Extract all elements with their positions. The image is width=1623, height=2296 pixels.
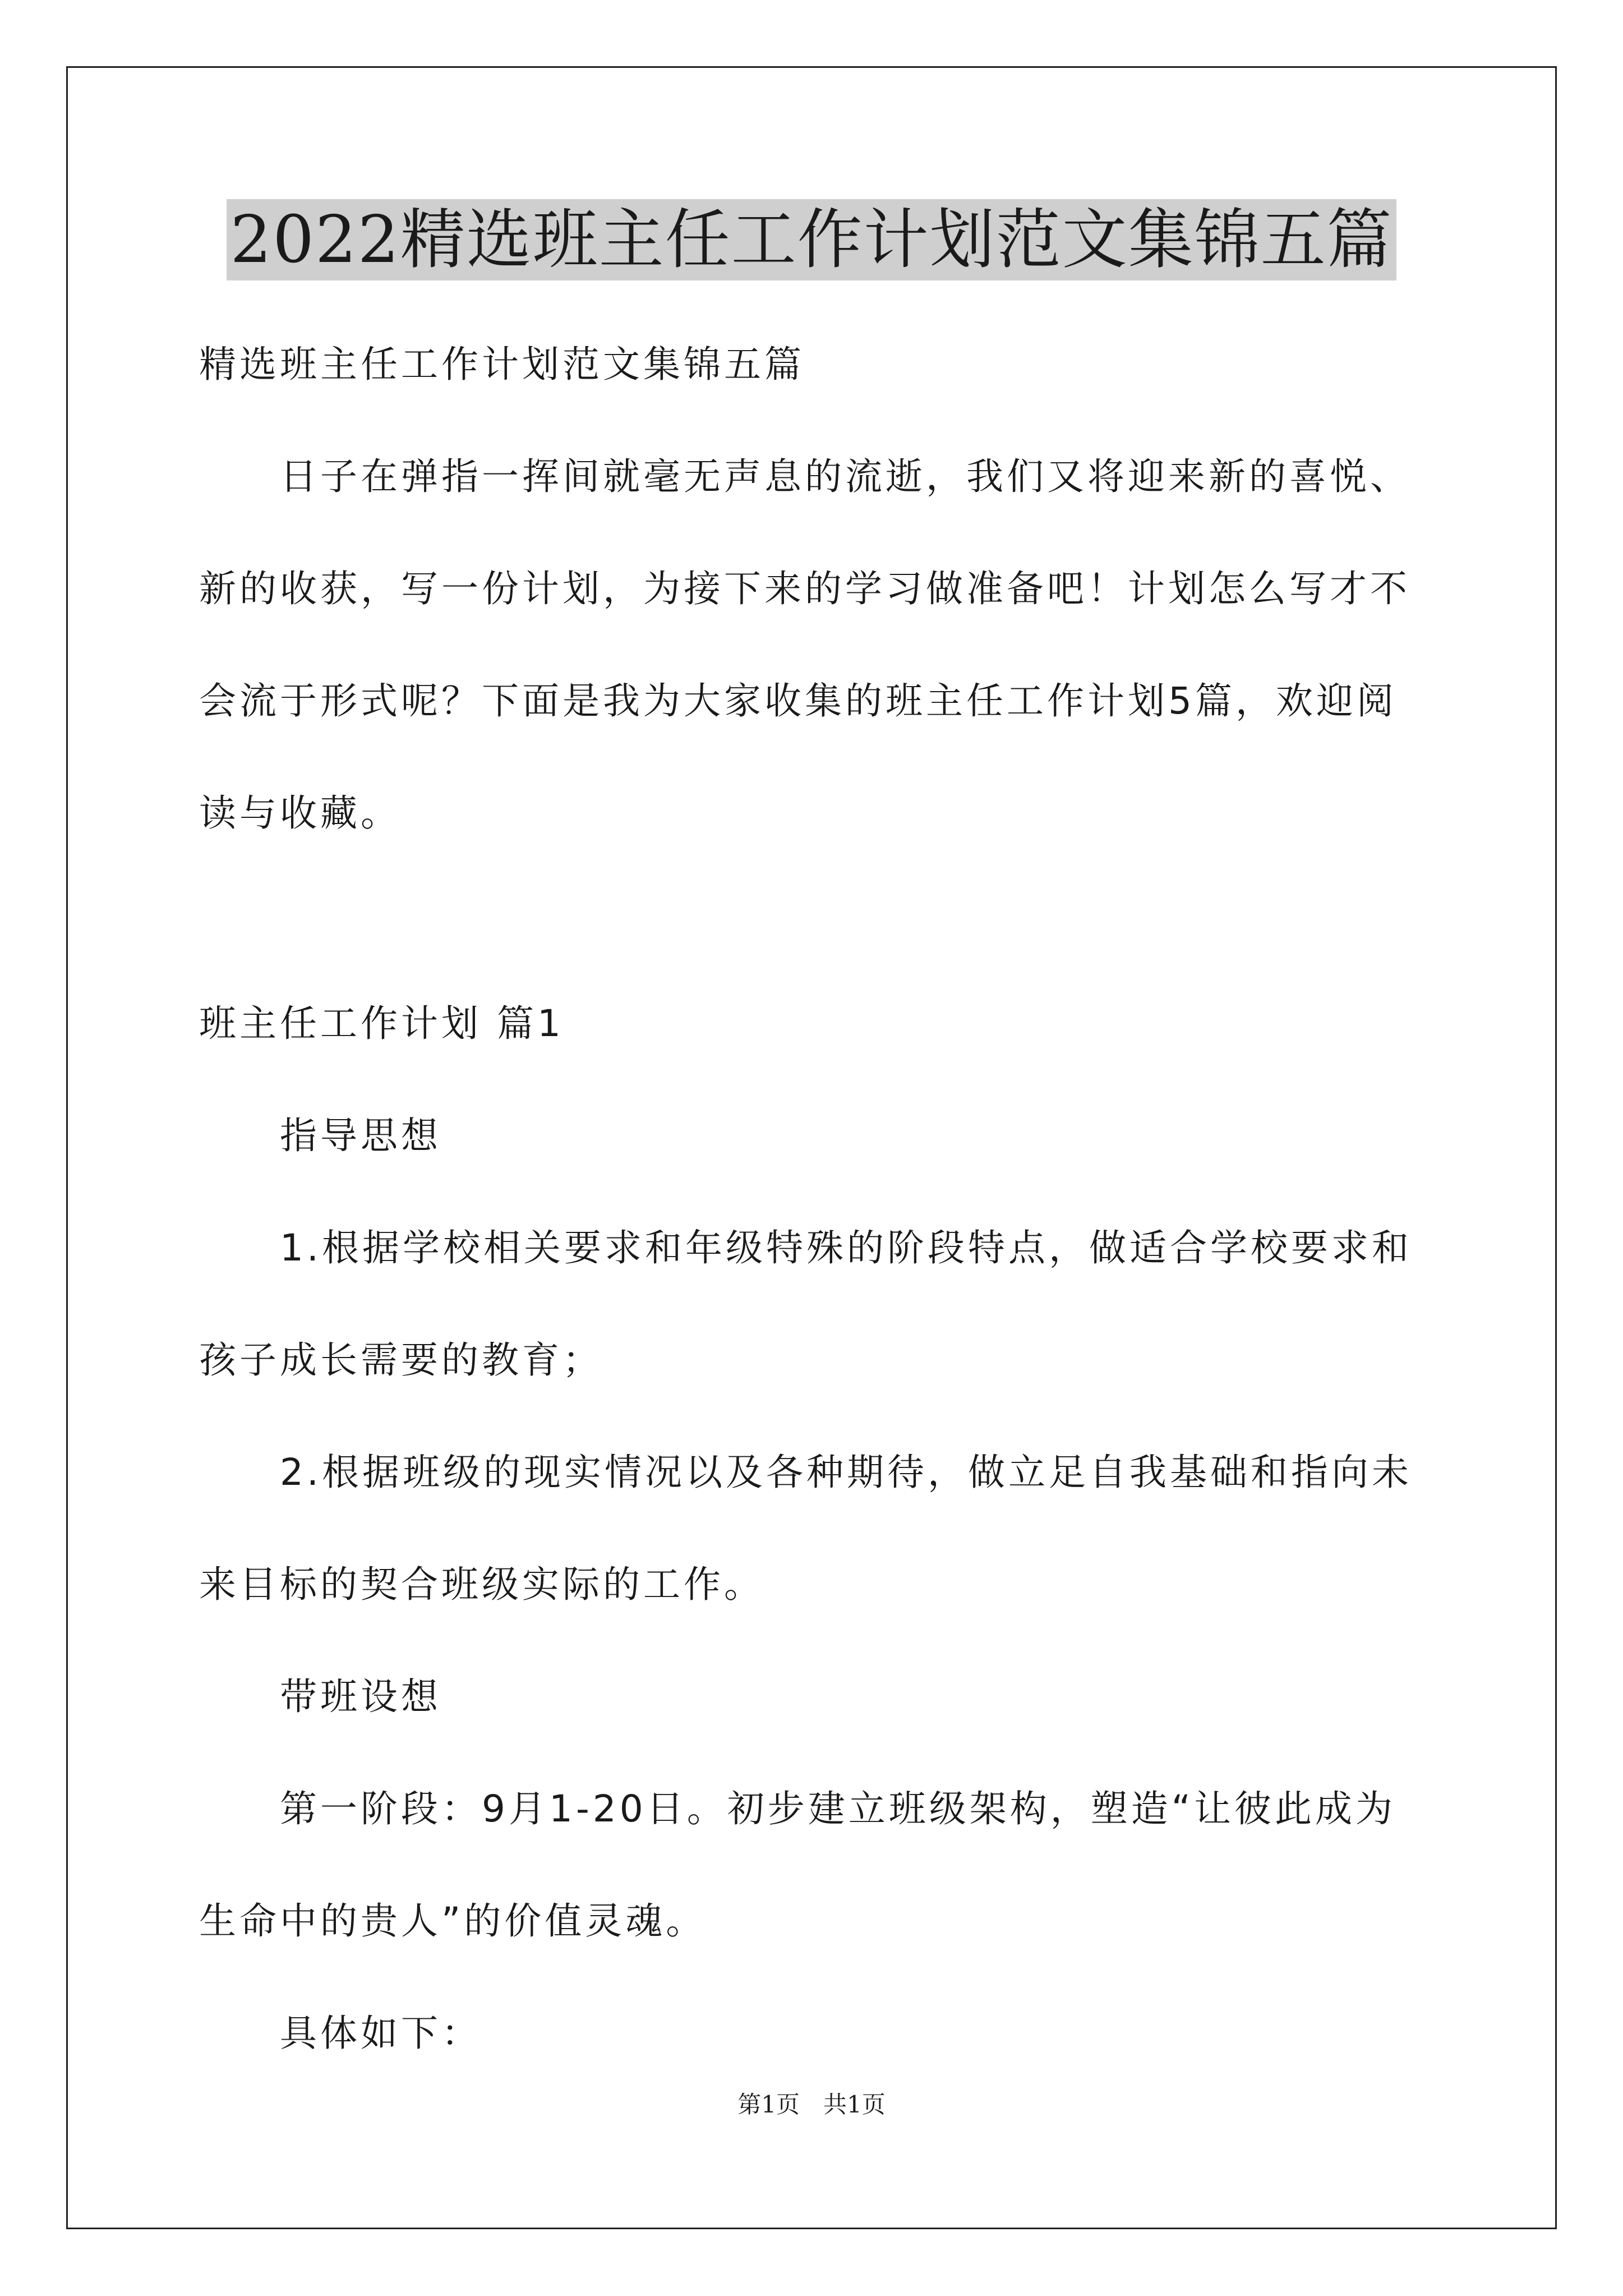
paragraph-line: 生命中的贵人”的价值灵魂。 [199,1899,707,1943]
paragraph-line: 2.根据班级的现实情况以及各种期待，做立足自我基础和指向未 [199,1451,1412,1494]
paragraph-line: 具体如下： [199,2012,482,2055]
paragraph-line: 第一阶段：9月1-20日。初步建立班级架构，塑造“让彼此成为 [199,1787,1396,1830]
paragraph-line: 孩子成长需要的教育； [199,1338,603,1382]
subheading: 指导思想 [199,1114,441,1157]
paragraph-line: 来目标的契合班级实际的工作。 [199,1563,764,1606]
subheading: 带班设想 [199,1675,441,1718]
paragraph-line: 新的收获，写一份计划，为接下来的学习做准备吧！计划怎么写才不 [199,567,1410,610]
title-container [0,199,1623,280]
page-footer: 第1页 共1页 [737,2091,886,2118]
paragraph-line: 日子在弹指一挥间就毫无声息的流逝，我们又将迎来新的喜悦、 [199,455,1410,498]
paragraph-line: 1.根据学校相关要求和年级特殊的阶段特点，做适合学校要求和 [199,1226,1412,1269]
document-title: 2022精选班主任工作计划范文集锦五篇 [227,199,1396,280]
subtitle-line: 精选班主任工作计划范文集锦五篇 [199,343,805,386]
section-heading: 班主任工作计划 篇1 [199,1002,564,1045]
paragraph-line: 会流于形式呢？下面是我为大家收集的班主任工作计划5篇，欢迎阅 [199,679,1397,723]
paragraph-line: 读与收藏。 [199,792,401,835]
